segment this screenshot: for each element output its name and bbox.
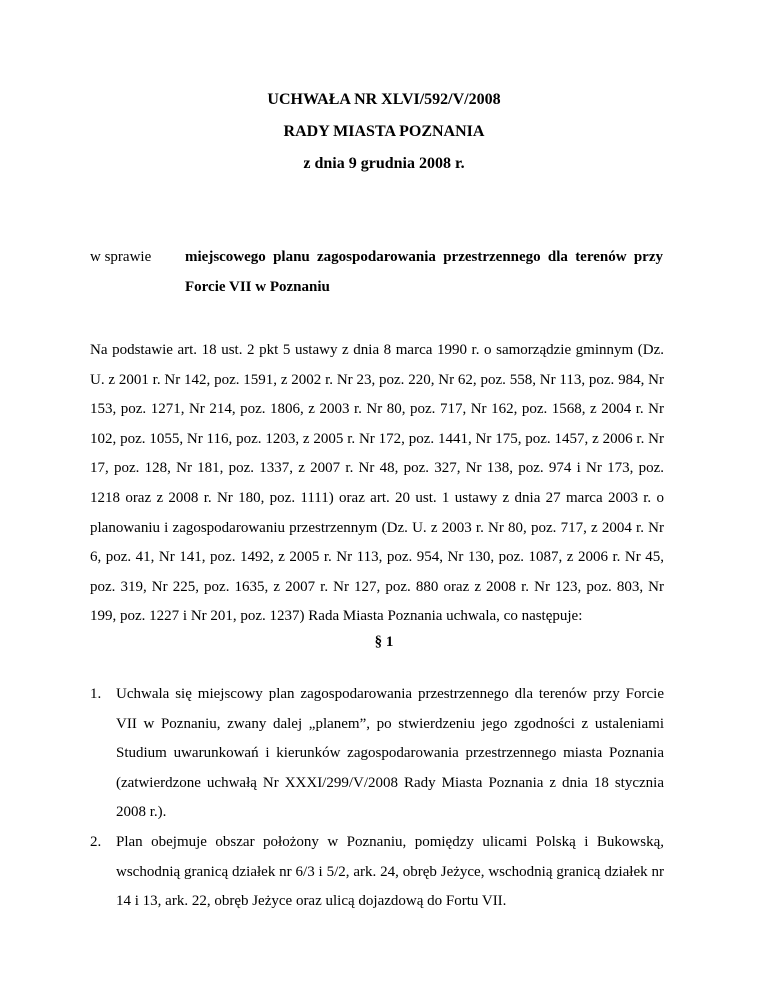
legal-basis-paragraph: Na podstawie art. 18 ust. 2 pkt 5 ustawy z dnia 8 marca 1990 r. o samorządzie gminnym (Dz. U. z 2001 r. Nr 142, poz. 1591, z 2002 r. Nr 23, poz. 220, Nr 62, poz. 558, Nr 113, poz. 984, Nr 153, poz. 1271, Nr 214, poz. 1806, z 2003 r. Nr 80, poz. 717, Nr 162, poz. 1568, z 2004 r. Nr 102, poz. 1055, Nr 116, poz. 1203, z 2005 r. Nr 172, poz. 1441, Nr 175, poz. 1457, z 2006 r. Nr 17, poz. 128, Nr 181, poz. 1337, z 2007 r. Nr 48, poz. 327, Nr 138, poz. 974 i Nr 173, poz. 1218 oraz z 2008 r. Nr 180, poz. 1111) oraz art. 20 ust. 1 ustawy z dnia 27 marca 2003 r. o planowaniu i zagospodarowaniu przestrzennym (Dz. U. z 2003 r. Nr 80, poz. 717, z 2004 r. Nr 6, poz. 41, Nr 141, poz. 1492, z 2005 r. Nr 113, poz. 954, Nr 130, poz. 1087, z 2006 r. Nr 45, poz. 319, Nr 225, poz. 1635, z 2007 r. Nr 127, poz. 880 oraz z 2008 r. Nr 123, poz. 803, Nr 199, poz. 1227 i Nr 201, poz. 1237) Rada Miasta Poznania uchwala, co następuje: [90,342,664,625]
section-heading: § 1 [374,634,394,650]
resolution-header [0,84,768,180]
council-name: RADY MIASTA POZNANIA [283,123,485,140]
resolution-date: z dnia 9 grudnia 2008 r. [303,155,465,172]
resolution-number: UCHWAŁA NR XLVI/592/V/2008 [267,91,501,108]
list-item [90,828,664,917]
subject-text: miejscowego planu zagospodarowania przestrzennego dla terenów przy Forcie VII w Poznaniu [185,249,663,295]
subject-label: w sprawie [90,249,152,265]
list-item-number: 1. [90,686,102,702]
list-item-text: Uchwala się miejscowy plan zagospodarowania przestrzennego dla terenów przy Forcie VII w Poznaniu, zwany dalej „planem”, po stwierdzeniu jego zgodności z ustaleniami Studium uwarunkowań i kierunków zagospodarowania przestrzennego miasta Poznania (zatwierdzone uchwałą Nr XXXI/299/V/2008 Rady Miasta Poznania z dnia 18 stycznia 2008 r.). [116,686,664,821]
list-item-text: Plan obejmuje obszar położony w Poznaniu, pomiędzy ulicami Polską i Bukowską, wschodnią granicą działek nr 6/3 i 5/2, ark. 24, obręb Jeżyce, wschodnią granicą działek nr 14 i 13, ark. 22, obręb Jeżyce oraz ulicą dojazdową do Fortu VII. [116,834,664,910]
list-item [90,680,664,828]
list-item-number: 2. [90,834,102,850]
